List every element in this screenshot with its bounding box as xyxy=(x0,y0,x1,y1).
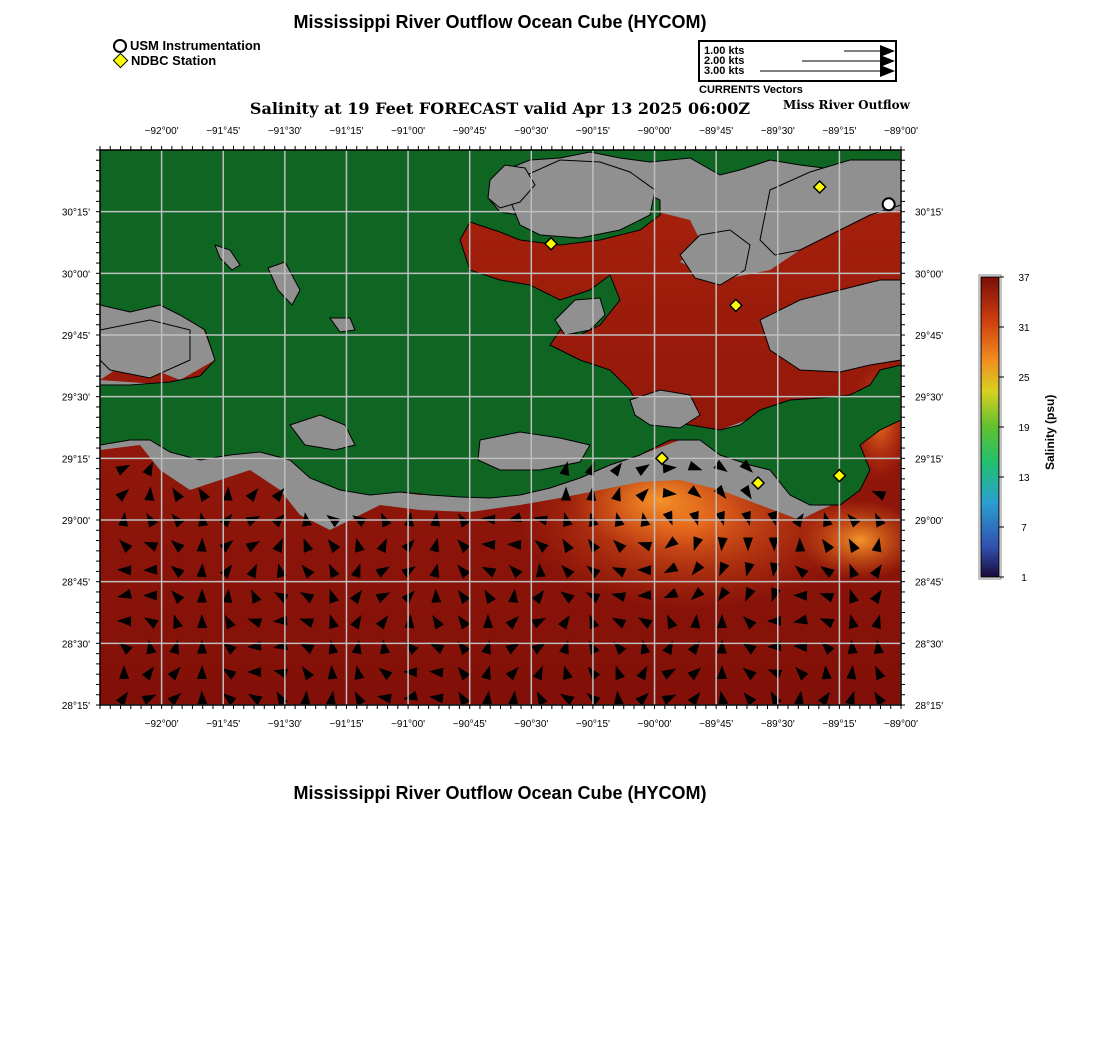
y-tick-label-left: 29°30' xyxy=(61,392,90,404)
y-tick-label-right: 29°00' xyxy=(915,516,944,527)
usm-station-icon xyxy=(883,198,895,210)
y-tick-label-right: 29°45' xyxy=(915,331,944,342)
map-subtitle: Salinity at 19 Feet FORECAST valid Apr 13 2025 06:00Z xyxy=(249,99,751,118)
y-tick-label-left: 30°15' xyxy=(61,207,90,219)
colorbar-tick-label: 25 xyxy=(1018,373,1030,384)
colorbar-tick-label: 13 xyxy=(1018,473,1030,484)
x-tick-label-bottom: −91°30' xyxy=(267,719,302,730)
colorbar-tick-label: 37 xyxy=(1018,273,1030,284)
vector-legend-row-3: 3.00 kts xyxy=(704,65,745,77)
x-tick-label-bottom: −89°15' xyxy=(822,719,857,730)
region-label: Miss River Outflow xyxy=(783,98,910,112)
y-tick-label-right: 29°30' xyxy=(915,392,944,404)
y-tick-label-left: 28°30' xyxy=(61,639,90,651)
colorbar-tick-label: 1 xyxy=(1021,573,1027,584)
vector-legend-row-1: 1.00 kts xyxy=(704,45,745,57)
y-tick-label-right: 29°15' xyxy=(915,454,944,466)
colorbar xyxy=(981,277,999,577)
x-tick-label-top: −91°30' xyxy=(267,126,302,137)
colorbar-ticks xyxy=(999,273,1030,584)
x-tick-label-bottom: −92°00' xyxy=(144,719,179,730)
y-tick-label-right: 28°45' xyxy=(915,577,944,589)
y-tick-label-right: 30°00' xyxy=(915,269,944,281)
y-tick-label-right: 30°15' xyxy=(915,207,944,219)
map-title-bottom: Mississippi River Outflow Ocean Cube (HYCOM) xyxy=(293,783,707,803)
x-tick-label-bottom: −89°30' xyxy=(760,719,795,730)
x-tick-label-bottom: −90°30' xyxy=(514,719,549,730)
colorbar-label: Salinity (psu) xyxy=(1043,394,1057,470)
x-tick-label-bottom: −91°45' xyxy=(206,719,241,730)
x-tick-label-top: −89°30' xyxy=(760,126,795,137)
x-tick-label-bottom: −91°00' xyxy=(391,719,426,730)
x-tick-label-top: −90°30' xyxy=(514,126,549,137)
x-tick-label-top: −91°15' xyxy=(329,126,364,137)
y-tick-label-left: 28°45' xyxy=(61,577,90,589)
x-tick-label-top: −90°00' xyxy=(637,126,672,137)
y-tick-label-left: 29°00' xyxy=(61,516,90,527)
x-tick-label-bottom: −89°45' xyxy=(699,719,734,730)
colorbar-tick-label: 7 xyxy=(1021,523,1027,534)
x-tick-label-top: −90°15' xyxy=(575,126,610,137)
x-tick-label-top: −91°00' xyxy=(391,126,426,137)
x-tick-label-top: −91°45' xyxy=(206,126,241,137)
x-tick-label-bottom: −89°00' xyxy=(884,719,918,730)
colorbar-tick-label: 19 xyxy=(1018,423,1030,434)
vector-legend-caption: CURRENTS Vectors xyxy=(699,84,803,96)
x-tick-label-top: −92°00' xyxy=(144,126,179,137)
x-tick-label-top: −89°00' xyxy=(884,126,918,137)
y-tick-label-left: 28°15' xyxy=(61,701,90,712)
y-tick-label-right: 28°15' xyxy=(915,701,944,712)
x-tick-label-bottom: −90°45' xyxy=(452,719,487,730)
x-tick-label-bottom: −91°15' xyxy=(329,719,364,730)
x-tick-label-top: −90°45' xyxy=(452,126,487,137)
y-tick-label-left: 29°15' xyxy=(61,454,90,466)
x-tick-label-bottom: −90°00' xyxy=(637,719,672,730)
vector-legend-row-2: 2.00 kts xyxy=(704,55,745,67)
y-tick-label-left: 30°00' xyxy=(61,269,90,281)
legend-ndbc-label: NDBC Station xyxy=(131,53,217,68)
x-tick-label-top: −89°15' xyxy=(822,126,857,137)
river-plume-east xyxy=(800,500,920,580)
x-tick-label-bottom: −90°15' xyxy=(575,719,610,730)
y-tick-label-left: 29°45' xyxy=(61,331,90,342)
y-tick-label-right: 28°30' xyxy=(915,639,944,651)
colorbar-tick-label: 31 xyxy=(1018,323,1030,334)
legend-usm-label: USM Instrumentation xyxy=(130,38,261,53)
map-title: Mississippi River Outflow Ocean Cube (HYCOM) xyxy=(293,12,707,32)
x-tick-label-top: −89°45' xyxy=(699,126,734,137)
